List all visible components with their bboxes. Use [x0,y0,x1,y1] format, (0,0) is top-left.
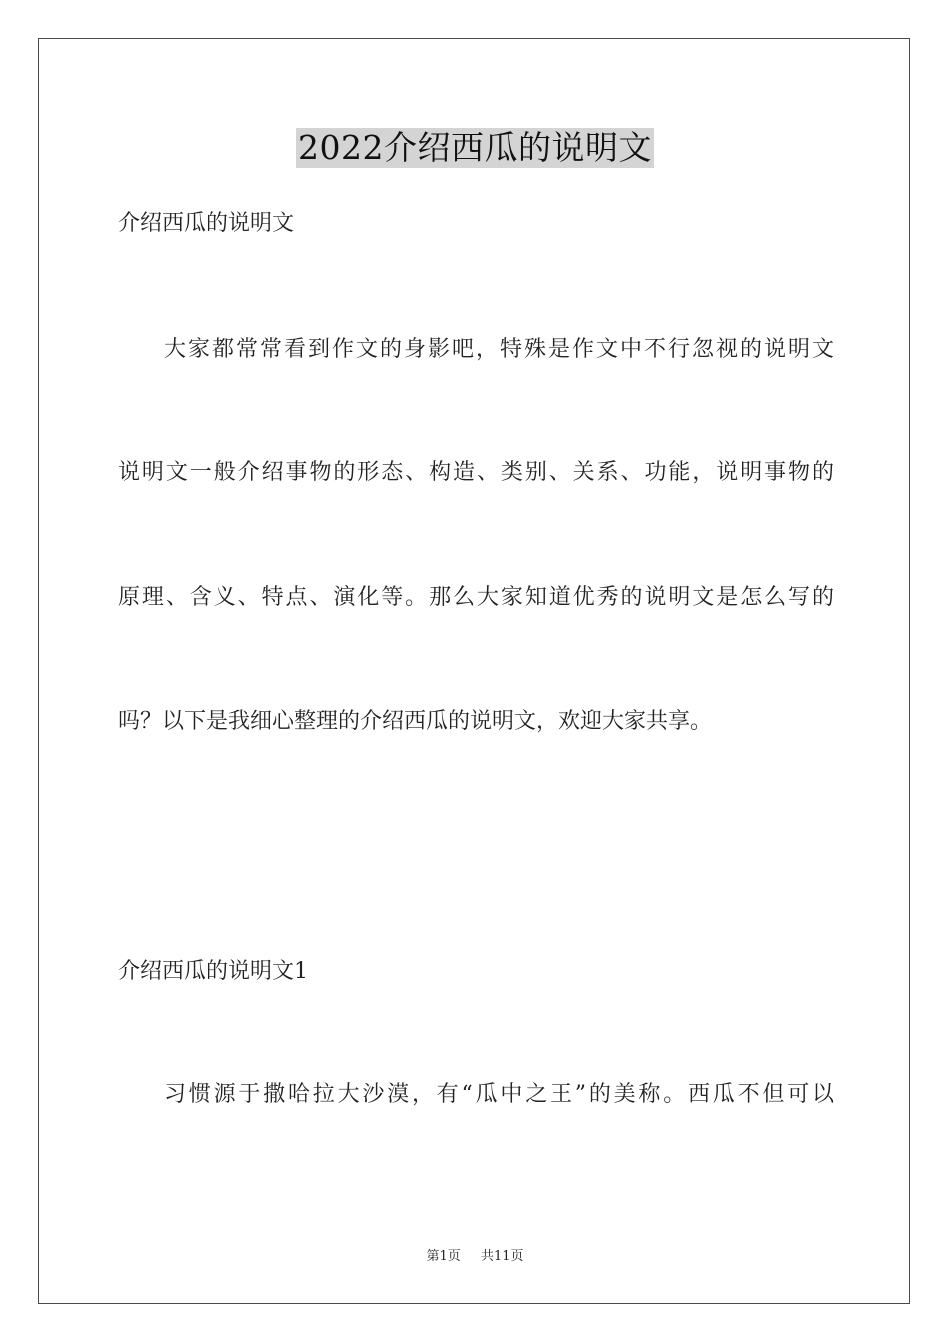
page-total: 共11页 [480,1249,524,1264]
paragraph-line: 吗？以下是我细心整理的介绍西瓜的说明文，欢迎大家共享。 [118,709,713,734]
paragraph-line: 原理、含义、特点、演化等。那么大家知道优秀的说明文是怎么写的 [118,585,834,610]
title-container [0,128,950,168]
page-footer [0,1248,950,1266]
paragraph-line: 习惯源于撒哈拉大沙漠，有“瓜中之王”的美称。西瓜不但可以 [164,1082,834,1107]
section-heading: 介绍西瓜的说明文1 [118,959,308,984]
subheading: 介绍西瓜的说明文 [118,211,295,236]
document-title: 2022介绍西瓜的说明文 [298,128,652,167]
paragraph-line: 大家都常常看到作文的身影吧，特殊是作文中不行忽视的说明文 [164,337,834,362]
page-number: 第1页 [426,1249,461,1264]
paragraph-line: 说明文一般介绍事物的形态、构造、类别、关系、功能，说明事物的 [118,460,834,485]
